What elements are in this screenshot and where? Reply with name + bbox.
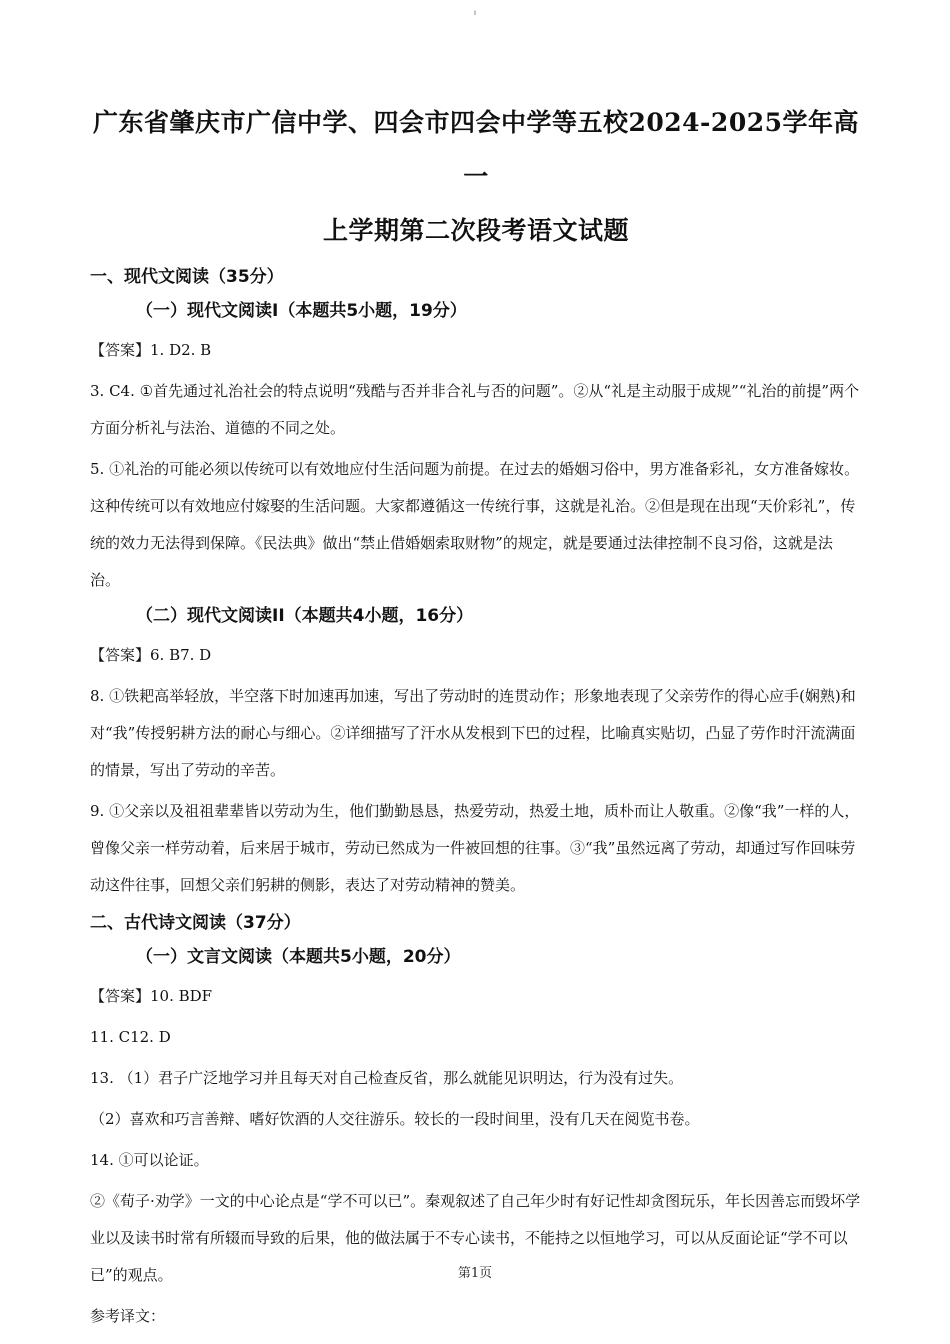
answer-q11-q12: 11. C12. D bbox=[90, 1028, 171, 1046]
answer-q10: 【答案】10. BDF bbox=[90, 987, 213, 1005]
answer-q14-part-1: 14. ①可以论证。 bbox=[90, 1151, 209, 1169]
page-number-footer: 第1页 bbox=[457, 1266, 493, 1281]
document-title-line-1: 广东省肇庆市广信中学、四会市四会中学等五校2024-2025学年高一 bbox=[92, 108, 860, 191]
page-top-mark: ı bbox=[473, 8, 477, 17]
section-heading-modern-reading: 一、现代文阅读（35分） bbox=[90, 267, 284, 287]
reference-translation-label: 参考译文： bbox=[90, 1307, 166, 1325]
section-heading-classical-reading: 二、古代诗文阅读（37分） bbox=[90, 913, 301, 933]
subsection-heading-modern-reading-2: （二）现代文阅读II（本题共4小题，16分） bbox=[136, 606, 474, 626]
document-title-line-2: 上学期第二次段考语文试题 bbox=[322, 216, 629, 245]
subsection-heading-modern-reading-1: （一）现代文阅读Ⅰ（本题共5小题，19分） bbox=[136, 301, 467, 321]
answer-q5: 5. ①礼治的可能必须以传统可以有效地应付生活问题为前提。在过去的婚姻习俗中，男方准备彩礼，女方准备嫁妆。这种传统可以有效地应付嫁娶的生活问题。大家都遵循这一传统行事，这就是礼治。②但是现在出现“天价彩礼”，传统的效力无法得到保障。《民法典》做出“禁止借婚姻索取财物”的规定，就是要通过法律控制不良习俗，这就是法治。 bbox=[90, 460, 860, 589]
answer-q13-part-2: （2）喜欢和巧言善辩、嗜好饮酒的人交往游乐。较长的一段时间里，没有几天在阅览书卷。 bbox=[90, 1110, 700, 1128]
answer-q14-part-2: ②《荀子·劝学》一文的中心论点是“学不可以已”。秦观叙述了自己年少时有好记性却贪图玩乐，年长因善忘而毁坏学业以及读书时常有所辍而导致的后果，他的做法属于不专心读书，不能持之以恒地学习，可以从反面论证“学不可以已”的观点。 bbox=[90, 1192, 861, 1284]
answer-line-6-7: 【答案】6. B7. D bbox=[90, 646, 212, 664]
answer-q9: 9. ①父亲以及祖祖辈辈皆以劳动为生，他们勤勤恳恳，热爱劳动，热爱土地，质朴而让人敬重。②像“我”一样的人，曾像父亲一样劳动着，后来居于城市，劳动已然成为一件被回想的往事。③“我”虽然远离了劳动，却通过写作回味劳动这件往事，回想父亲们躬耕的侧影，表达了对劳动精神的赞美。 bbox=[90, 802, 860, 894]
answer-line-1-2: 【答案】1. D2. B bbox=[90, 341, 212, 359]
answer-q3-q4: 3. C4. ①首先通过礼治社会的特点说明“残酷与否并非合礼与否的问题”。②从“礼是主动服于成规”“礼治的前提”两个方面分析礼与法治、道德的不同之处。 bbox=[90, 382, 860, 437]
answer-q13-part-1: 13. （1）君子广泛地学习并且每天对自己检查反省，那么就能见识明达，行为没有过失。 bbox=[90, 1069, 684, 1087]
document-body bbox=[90, 96, 862, 1339]
subsection-heading-classical-prose: （一）文言文阅读（本题共5小题，20分） bbox=[136, 947, 461, 967]
answer-q8: 8. ①铁耙高举轻放，半空落下时加速再加速，写出了劳动时的连贯动作；形象地表现了父亲劳作的得心应手(娴熟)和对“我”传授躬耕方法的耐心与细心。②详细描写了汗水从发根到下巴的过程，比喻真实贴切，凸显了劳作时汗流满面的情景，写出了劳动的辛苦。 bbox=[90, 687, 856, 779]
